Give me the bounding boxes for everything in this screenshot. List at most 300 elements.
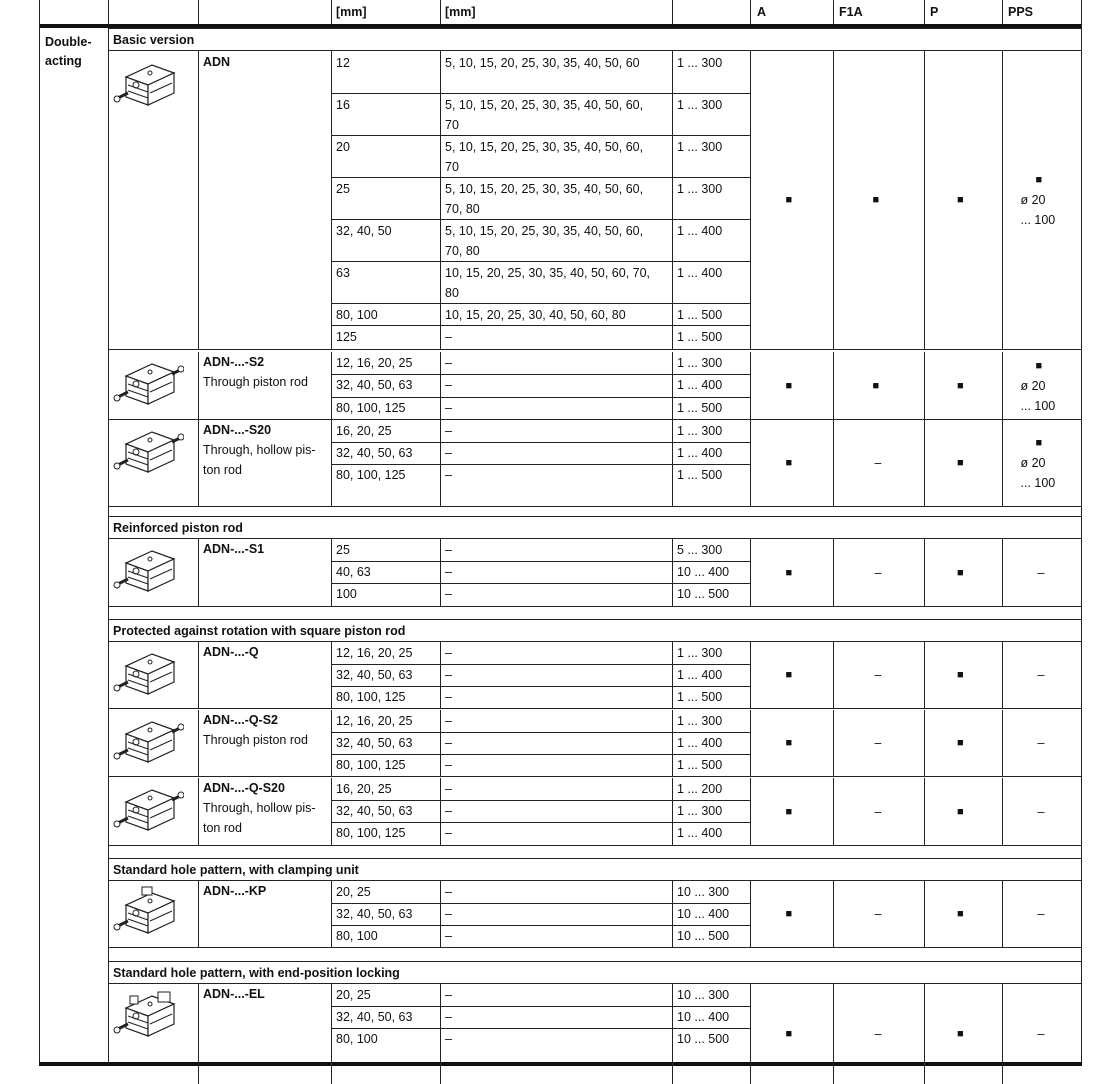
s20-code: ADN-...-S20 <box>203 423 272 437</box>
adn-pps-bullet: ■ <box>1035 174 1043 186</box>
qs20-desc-line2: ton rod <box>203 821 242 835</box>
grid-line <box>833 642 834 708</box>
table-row-stroke: – <box>445 424 452 438</box>
table-row-stroke: 5, 10, 15, 20, 25, 30, 35, 40, 50, 60 <box>445 56 640 70</box>
qs2-code: ADN-...-Q-S2 <box>203 713 278 727</box>
table-row-range: 1 ... 200 <box>677 782 723 796</box>
qs2-a-bullet: ■ <box>785 737 793 749</box>
s2-f1a-bullet: ■ <box>872 379 880 392</box>
table-row-stroke: 10, 15, 20, 25, 30, 40, 50, 60, 80 <box>445 308 626 322</box>
grid-line <box>1002 0 1003 24</box>
grid-line <box>924 420 925 506</box>
grid-line <box>331 1006 750 1007</box>
header-stroke-unit: [mm] <box>445 5 476 19</box>
table-row-stroke-cont: 70, 80 <box>445 244 480 258</box>
section-title-reinforced: Reinforced piston rod <box>113 521 243 535</box>
table-row-range: 1 ... 400 <box>677 736 723 750</box>
table-row-stroke: – <box>445 646 452 660</box>
table-row-stroke-cont: 80 <box>445 286 459 300</box>
grid-line <box>1002 642 1003 708</box>
table-row-stroke: – <box>445 988 452 1002</box>
grid-line <box>108 606 1081 607</box>
header-pps: PPS <box>1008 5 1034 19</box>
grid-line <box>672 420 673 506</box>
el-a-bullet: ■ <box>785 1028 793 1040</box>
grid-line <box>108 28 109 1062</box>
table-row-stroke: – <box>445 907 452 921</box>
qs20-desc-line1: Through, hollow pis- <box>203 801 316 815</box>
el-f1a-dash: – <box>874 1027 882 1041</box>
grid-line <box>672 352 673 419</box>
table-row-stroke: – <box>445 826 452 840</box>
s2-cylinder-image <box>112 354 184 419</box>
qs20-f1a-dash: – <box>874 804 882 819</box>
grid-line <box>331 664 750 665</box>
table-row-diameter: 16, 20, 25 <box>336 782 392 796</box>
table-row-range: 1 ... 500 <box>677 330 723 344</box>
s1-p-bullet: ■ <box>957 566 964 579</box>
table-row-diameter: 12, 16, 20, 25 <box>336 646 413 660</box>
grid-line <box>198 51 199 349</box>
grid-line <box>108 776 1081 777</box>
q-a-bullet: ■ <box>785 669 793 681</box>
s20-cylinder-image <box>112 422 184 487</box>
table-row-stroke: – <box>445 330 452 344</box>
adn-a-bullet: ■ <box>785 194 793 206</box>
grid-line <box>331 374 750 375</box>
s20-f1a-dash: – <box>874 456 882 470</box>
grid-line <box>833 420 834 506</box>
table-row-diameter: 20, 25 <box>336 988 371 1002</box>
table-row-stroke: – <box>445 446 452 460</box>
grid-line <box>331 583 750 584</box>
grid-line <box>331 754 750 755</box>
el-p-bullet: ■ <box>957 1028 964 1040</box>
s1-cylinder-image <box>112 541 184 606</box>
grid-line <box>198 984 199 1084</box>
table-row-diameter: 32, 40, 50, 63 <box>336 736 413 750</box>
grid-line <box>331 0 332 24</box>
grid-line <box>672 0 673 24</box>
adn-code: ADN <box>203 55 231 69</box>
grid-line <box>198 778 199 845</box>
header-a: A <box>757 5 767 19</box>
grid-line <box>1002 420 1003 506</box>
grid-line <box>108 516 1081 517</box>
table-row-diameter: 16, 20, 25 <box>336 424 392 438</box>
s1-pps-dash: – <box>1037 565 1045 580</box>
grid-line <box>750 539 751 606</box>
grid-line <box>198 420 199 506</box>
grid-line <box>331 1028 750 1029</box>
grid-line <box>672 51 673 349</box>
s2-pps-dia: ø 20 <box>1020 378 1046 393</box>
grid-line <box>440 984 441 1084</box>
s20-pps-bullet: ■ <box>1035 437 1043 449</box>
table-row-range: 10 ... 300 <box>677 885 730 899</box>
grid-line <box>672 642 673 708</box>
table-row-range: 10 ... 500 <box>677 587 730 601</box>
grid-line <box>440 710 441 776</box>
grid-line <box>750 881 751 947</box>
table-row-stroke: – <box>445 401 452 415</box>
grid-line <box>750 352 751 419</box>
table-row-stroke: 10, 15, 20, 25, 30, 35, 40, 50, 60, 70, <box>445 266 651 280</box>
table-row-diameter: 80, 100 <box>336 929 378 943</box>
table-row-range: 1 ... 500 <box>677 308 723 322</box>
table-row-range: 1 ... 400 <box>677 266 723 280</box>
grid-line <box>108 619 1081 620</box>
table-row-range: 1 ... 500 <box>677 758 723 772</box>
grid-line <box>331 303 750 304</box>
grid-line <box>331 539 332 606</box>
grid-line <box>331 686 750 687</box>
table-row-stroke: – <box>445 356 452 370</box>
qs20-code: ADN-...-Q-S20 <box>203 781 285 795</box>
s2-pps-range: ... 100 <box>1020 398 1056 413</box>
grid-line <box>331 352 332 419</box>
grid-line <box>924 881 925 947</box>
table-row-stroke: – <box>445 543 452 557</box>
table-row-diameter: 25 <box>336 543 350 557</box>
el-pps-dash: – <box>1037 1027 1045 1041</box>
table-row-diameter: 80, 100, 125 <box>336 401 406 415</box>
s20-pps-dia: ø 20 <box>1020 456 1046 470</box>
table-row-stroke: 5, 10, 15, 20, 25, 30, 35, 40, 50, 60, <box>445 98 644 112</box>
grid-line <box>331 420 332 506</box>
grid-line <box>1002 984 1003 1084</box>
section-title-basic: Basic version <box>113 33 195 47</box>
grid-line <box>924 984 925 1084</box>
table-row-range: 5 ... 300 <box>677 543 723 557</box>
table-row-stroke: – <box>445 378 452 392</box>
qs20-cylinder-image <box>112 780 184 845</box>
kp-f1a-dash: – <box>874 907 882 921</box>
grid-line <box>833 0 834 24</box>
s20-desc-line2: ton rod <box>203 463 242 477</box>
grid-line <box>331 464 750 465</box>
table-row-stroke: – <box>445 468 452 482</box>
table-row-range: 10 ... 500 <box>677 929 730 943</box>
grid-line <box>198 352 199 419</box>
table-row-range: 1 ... 300 <box>677 140 723 154</box>
table-row-stroke: – <box>445 690 452 704</box>
q-cylinder-image <box>112 644 184 709</box>
grid-line <box>331 881 332 947</box>
grid-line <box>331 261 750 262</box>
table-row-range: 1 ... 500 <box>677 468 723 482</box>
adn-pps-range: ... 100 <box>1020 213 1056 227</box>
grid-line <box>1002 51 1003 349</box>
grid-line <box>833 881 834 947</box>
table-row-range: 10 ... 300 <box>677 988 730 1002</box>
qs20-p-bullet: ■ <box>957 805 964 818</box>
adn-p-bullet: ■ <box>957 194 964 206</box>
s20-a-bullet: ■ <box>785 457 793 469</box>
table-row-diameter: 12 <box>336 56 350 70</box>
grid-line <box>108 349 1081 350</box>
table-row-stroke: – <box>445 804 452 818</box>
table-row-range: 10 ... 400 <box>677 1010 730 1024</box>
qs2-p-bullet: ■ <box>957 737 964 749</box>
grid-line <box>440 778 441 845</box>
header-f1a: F1A <box>839 5 863 19</box>
grid-line <box>331 778 332 845</box>
q-code: ADN-...-Q <box>203 645 259 659</box>
s1-a-bullet: ■ <box>785 566 793 579</box>
grid-line <box>108 506 1081 507</box>
grid-line <box>198 0 199 24</box>
table-row-diameter: 80, 100 <box>336 1032 378 1046</box>
table-row-range: 1 ... 400 <box>677 668 723 682</box>
table-row-range: 10 ... 400 <box>677 907 730 921</box>
adn-f1a-bullet: ■ <box>872 194 880 206</box>
grid-line <box>331 219 750 220</box>
table-row-stroke: – <box>445 736 452 750</box>
table-row-range: 1 ... 300 <box>677 646 723 660</box>
grid-line <box>924 539 925 606</box>
table-row-diameter: 32, 40, 50, 63 <box>336 446 413 460</box>
grid-line <box>331 822 750 823</box>
grid-line <box>750 51 751 349</box>
grid-line <box>833 778 834 845</box>
s20-desc-line1: Through, hollow pis- <box>203 443 316 457</box>
grid-line <box>440 420 441 506</box>
grid-line <box>440 881 441 947</box>
table-row-diameter: 40, 63 <box>336 565 371 579</box>
grid-line <box>833 710 834 776</box>
table-row-range: 1 ... 400 <box>677 826 723 840</box>
grid-line <box>672 881 673 947</box>
header-p: P <box>930 5 939 19</box>
kp-pps-dash: – <box>1037 907 1045 921</box>
qs2-cylinder-image <box>112 712 184 777</box>
el-code: ADN-...-EL <box>203 987 265 1001</box>
table-row-stroke: – <box>445 758 452 772</box>
grid-line <box>750 778 751 845</box>
grid-line <box>331 642 332 708</box>
table-row-diameter: 100 <box>336 587 357 601</box>
table-row-stroke-cont: 70, 80 <box>445 202 480 216</box>
qs2-f1a-dash: – <box>874 736 882 750</box>
table-row-stroke: – <box>445 929 452 943</box>
table-row-stroke: 5, 10, 15, 20, 25, 30, 35, 40, 50, 60, <box>445 140 644 154</box>
kp-code: ADN-...-KP <box>203 884 267 898</box>
table-row-stroke-cont: 70 <box>445 160 459 174</box>
grid-line <box>331 397 750 398</box>
grid-line <box>750 710 751 776</box>
grid-line <box>924 0 925 24</box>
table-row-range: 1 ... 300 <box>677 56 723 70</box>
table-row-diameter: 12, 16, 20, 25 <box>336 356 413 370</box>
table-row-range: 1 ... 300 <box>677 714 723 728</box>
table-row-range: 1 ... 300 <box>677 98 723 112</box>
grid-line <box>1002 539 1003 606</box>
table-row-diameter: 80, 100, 125 <box>336 468 406 482</box>
s2-p-bullet: ■ <box>957 379 964 392</box>
grid-line <box>198 881 199 947</box>
grid-line <box>108 0 109 24</box>
table-row-diameter: 20 <box>336 140 350 154</box>
table-row-diameter: 80, 100, 125 <box>336 690 406 704</box>
grid-line <box>672 984 673 1084</box>
table-row-diameter: 80, 100, 125 <box>336 826 406 840</box>
grid-line <box>331 984 332 1084</box>
table-row-range: 1 ... 400 <box>677 378 723 392</box>
category-label-line1: Double- <box>45 35 92 49</box>
table-row-diameter: 80, 100, 125 <box>336 758 406 772</box>
table-bottom-rule <box>39 1062 1082 1066</box>
grid-line <box>331 561 750 562</box>
table-row-stroke: – <box>445 1032 452 1046</box>
table-row-range: 1 ... 300 <box>677 804 723 818</box>
grid-line <box>331 903 750 904</box>
table-row-stroke: – <box>445 668 452 682</box>
table-row-diameter: 32, 40, 50, 63 <box>336 1010 413 1024</box>
grid-line <box>750 642 751 708</box>
table-row-range: 10 ... 500 <box>677 1032 730 1046</box>
grid-line <box>833 352 834 419</box>
adn-cylinder-image <box>112 55 184 120</box>
grid-line <box>331 732 750 733</box>
s2-desc: Through piston rod <box>203 375 308 389</box>
table-row-stroke: 5, 10, 15, 20, 25, 30, 35, 40, 50, 60, <box>445 224 644 238</box>
grid-line <box>672 539 673 606</box>
table-row-stroke: – <box>445 565 452 579</box>
grid-line <box>198 642 199 708</box>
table-row-range: 1 ... 400 <box>677 446 723 460</box>
table-row-diameter: 125 <box>336 330 357 344</box>
s1-f1a-dash: – <box>874 565 882 580</box>
table-row-diameter: 32, 40, 50 <box>336 224 392 238</box>
grid-line <box>331 325 750 326</box>
grid-line <box>833 984 834 1084</box>
qs20-pps-dash: – <box>1037 804 1045 819</box>
table-row-diameter: 20, 25 <box>336 885 371 899</box>
grid-line <box>440 642 441 708</box>
section-title-clamping: Standard hole pattern, with clamping unit <box>113 863 359 877</box>
grid-line <box>331 925 750 926</box>
table-row-diameter: 32, 40, 50, 63 <box>336 804 413 818</box>
table-row-range: 1 ... 300 <box>677 182 723 196</box>
grid-line <box>924 352 925 419</box>
kp-cylinder-image <box>112 883 184 948</box>
table-row-diameter: 16 <box>336 98 350 112</box>
grid-line <box>833 539 834 606</box>
kp-p-bullet: ■ <box>957 908 964 920</box>
table-row-diameter: 32, 40, 50, 63 <box>336 378 413 392</box>
table-row-diameter: 63 <box>336 266 350 280</box>
table-row-diameter: 32, 40, 50, 63 <box>336 668 413 682</box>
grid-line <box>440 51 441 349</box>
grid-line <box>924 778 925 845</box>
grid-line <box>108 50 1081 51</box>
adn-pps-dia: ø 20 <box>1020 193 1046 207</box>
q-f1a-dash: – <box>874 668 882 682</box>
grid-line <box>672 710 673 776</box>
s2-code: ADN-...-S2 <box>203 355 265 369</box>
table-row-range: 10 ... 400 <box>677 565 730 579</box>
table-row-diameter: 25 <box>336 182 350 196</box>
grid-line <box>331 800 750 801</box>
grid-line <box>440 0 441 24</box>
s20-pps-range: ... 100 <box>1020 476 1056 490</box>
s20-p-bullet: ■ <box>957 457 964 469</box>
grid-line <box>198 710 199 776</box>
header-diameter-unit: [mm] <box>336 5 367 19</box>
grid-line <box>331 710 332 776</box>
table-row-stroke-cont: 70 <box>445 118 459 132</box>
grid-line <box>331 442 750 443</box>
grid-line <box>331 93 750 94</box>
grid-line <box>331 135 750 136</box>
grid-line <box>750 0 751 24</box>
table-row-stroke: – <box>445 782 452 796</box>
qs2-pps-dash: – <box>1037 736 1045 750</box>
table-row-diameter: 32, 40, 50, 63 <box>336 907 413 921</box>
el-cylinder-image <box>112 986 184 1051</box>
grid-line <box>440 352 441 419</box>
grid-line <box>108 961 1081 962</box>
grid-line <box>924 642 925 708</box>
s2-pps-bullet: ■ <box>1035 359 1043 372</box>
grid-line <box>440 539 441 606</box>
grid-line <box>924 710 925 776</box>
table-row-range: 1 ... 500 <box>677 690 723 704</box>
qs20-a-bullet: ■ <box>785 805 793 818</box>
table-row-stroke: – <box>445 885 452 899</box>
table-row-range: 1 ... 300 <box>677 356 723 370</box>
grid-line <box>750 420 751 506</box>
grid-line <box>108 28 1081 29</box>
table-row-range: 1 ... 300 <box>677 424 723 438</box>
q-pps-dash: – <box>1037 668 1045 682</box>
grid-line <box>750 984 751 1084</box>
grid-line <box>198 539 199 606</box>
grid-line <box>672 778 673 845</box>
section-title-protected: Protected against rotation with square piston rod <box>113 624 406 638</box>
s2-a-bullet: ■ <box>785 379 793 392</box>
s1-code: ADN-...-S1 <box>203 542 265 556</box>
grid-line <box>108 858 1081 859</box>
table-row-diameter: 12, 16, 20, 25 <box>336 714 413 728</box>
kp-a-bullet: ■ <box>785 908 793 920</box>
table-row-stroke: – <box>445 714 452 728</box>
category-label-line2: acting <box>45 54 82 68</box>
grid-line <box>108 708 1081 709</box>
qs2-desc: Through piston rod <box>203 733 308 747</box>
table-row-stroke: – <box>445 587 452 601</box>
grid-line <box>331 177 750 178</box>
table-row-range: 1 ... 500 <box>677 401 723 415</box>
section-title-locking: Standard hole pattern, with end-position locking <box>113 966 400 980</box>
table-row-diameter: 80, 100 <box>336 308 378 322</box>
grid-line <box>833 51 834 349</box>
grid-line <box>1002 881 1003 947</box>
grid-line <box>1002 710 1003 776</box>
table-row-stroke: 5, 10, 15, 20, 25, 30, 35, 40, 50, 60, <box>445 182 644 196</box>
table-row-range: 1 ... 400 <box>677 224 723 238</box>
grid-line <box>1002 778 1003 845</box>
q-p-bullet: ■ <box>957 669 964 681</box>
grid-line <box>1002 352 1003 419</box>
grid-line <box>331 51 332 349</box>
grid-line <box>108 947 1081 948</box>
product-table <box>39 0 1082 1074</box>
grid-line <box>924 51 925 349</box>
table-row-stroke: – <box>445 1010 452 1024</box>
grid-line <box>108 845 1081 846</box>
